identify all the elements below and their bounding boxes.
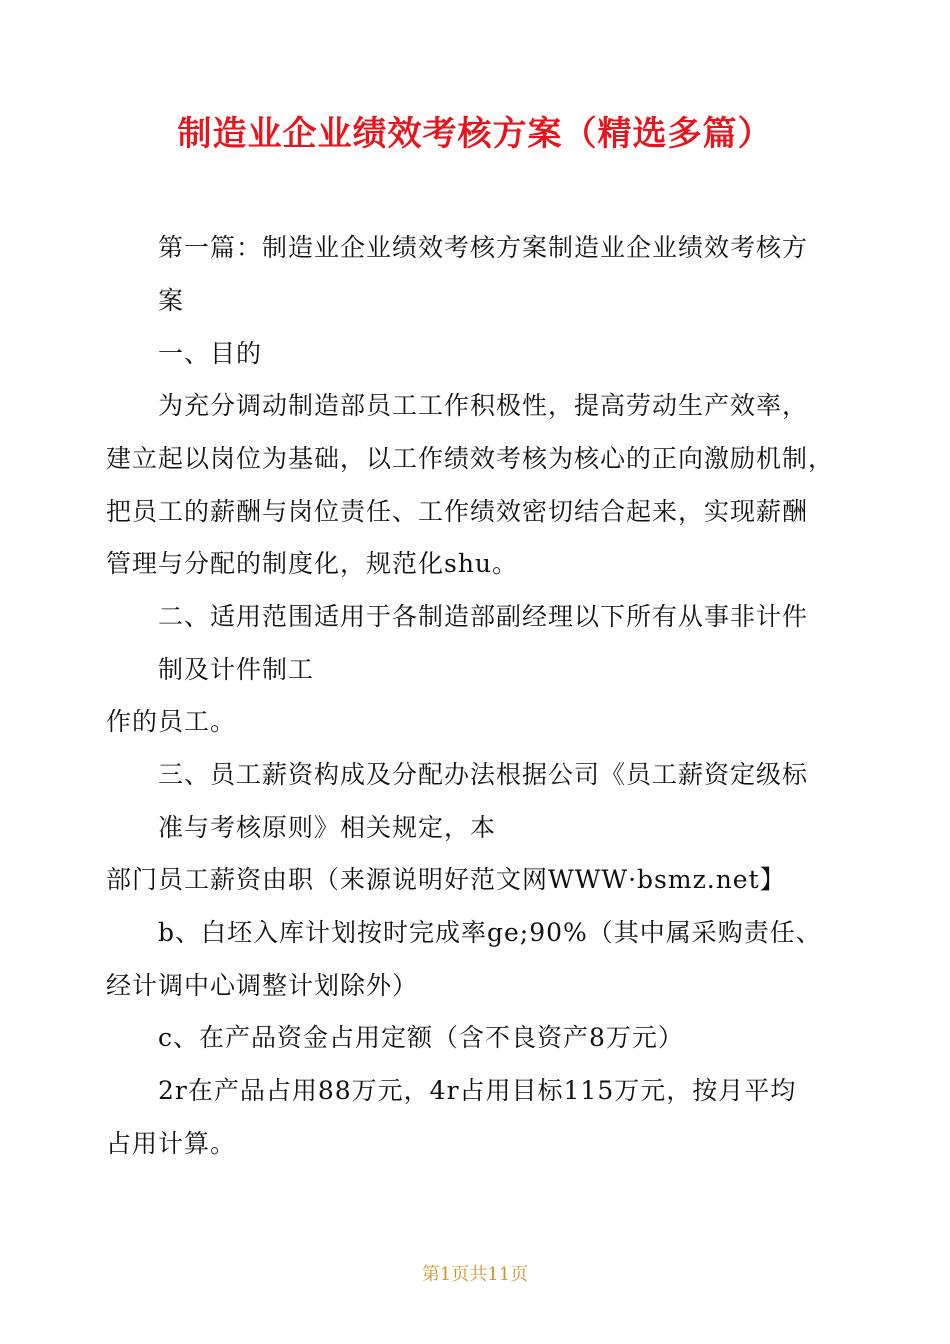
body-line: 经计调中心调整计划除外）: [106, 971, 419, 1000]
body-line: 占用计算。: [106, 1129, 237, 1158]
body-line: 部门员工薪资由职（来源说明好范文网WWW·bsmz.net】: [106, 865, 786, 894]
body-line: 制及计件制工: [158, 655, 315, 684]
body-line: 管理与分配的制度化，规范化shu。: [106, 549, 519, 578]
body-line: 案: [158, 286, 185, 315]
body-line: 建立起以岗位为基础，以工作绩效考核为核心的正向激励机制，: [106, 444, 835, 473]
section-heading: 一、目的: [158, 339, 263, 368]
page-number-footer: 第1页共11页: [421, 1264, 529, 1285]
body-line: 二、适用范围适用于各制造部副经理以下所有从事非计件: [158, 602, 809, 631]
body-line: 为充分调动制造部员工工作积极性，提高劳动生产效率，: [158, 391, 809, 420]
body-line: 准与考核原则》相关规定，本: [158, 813, 497, 842]
body-line: 第一篇：制造业企业绩效考核方案制造业企业绩效考核方: [158, 233, 809, 262]
body-line: 把员工的薪酬与岗位责任、工作绩效密切结合起来，实现薪酬: [106, 497, 809, 526]
document-title: 制造业企业绩效考核方案（精选多篇）: [177, 114, 773, 154]
body-line: c、在产品资金占用定额（含不良资产8万元）: [158, 1023, 684, 1052]
body-line: 作的员工。: [106, 707, 237, 736]
body-line: b、白坯入库计划按时完成率ge;90%（其中属采购责任、: [158, 918, 822, 947]
body-line: 三、员工薪资构成及分配办法根据公司《员工薪资定级标: [158, 760, 809, 789]
body-line: 2r在产品占用88万元，4r占用目标115万元，按月平均: [158, 1076, 797, 1105]
